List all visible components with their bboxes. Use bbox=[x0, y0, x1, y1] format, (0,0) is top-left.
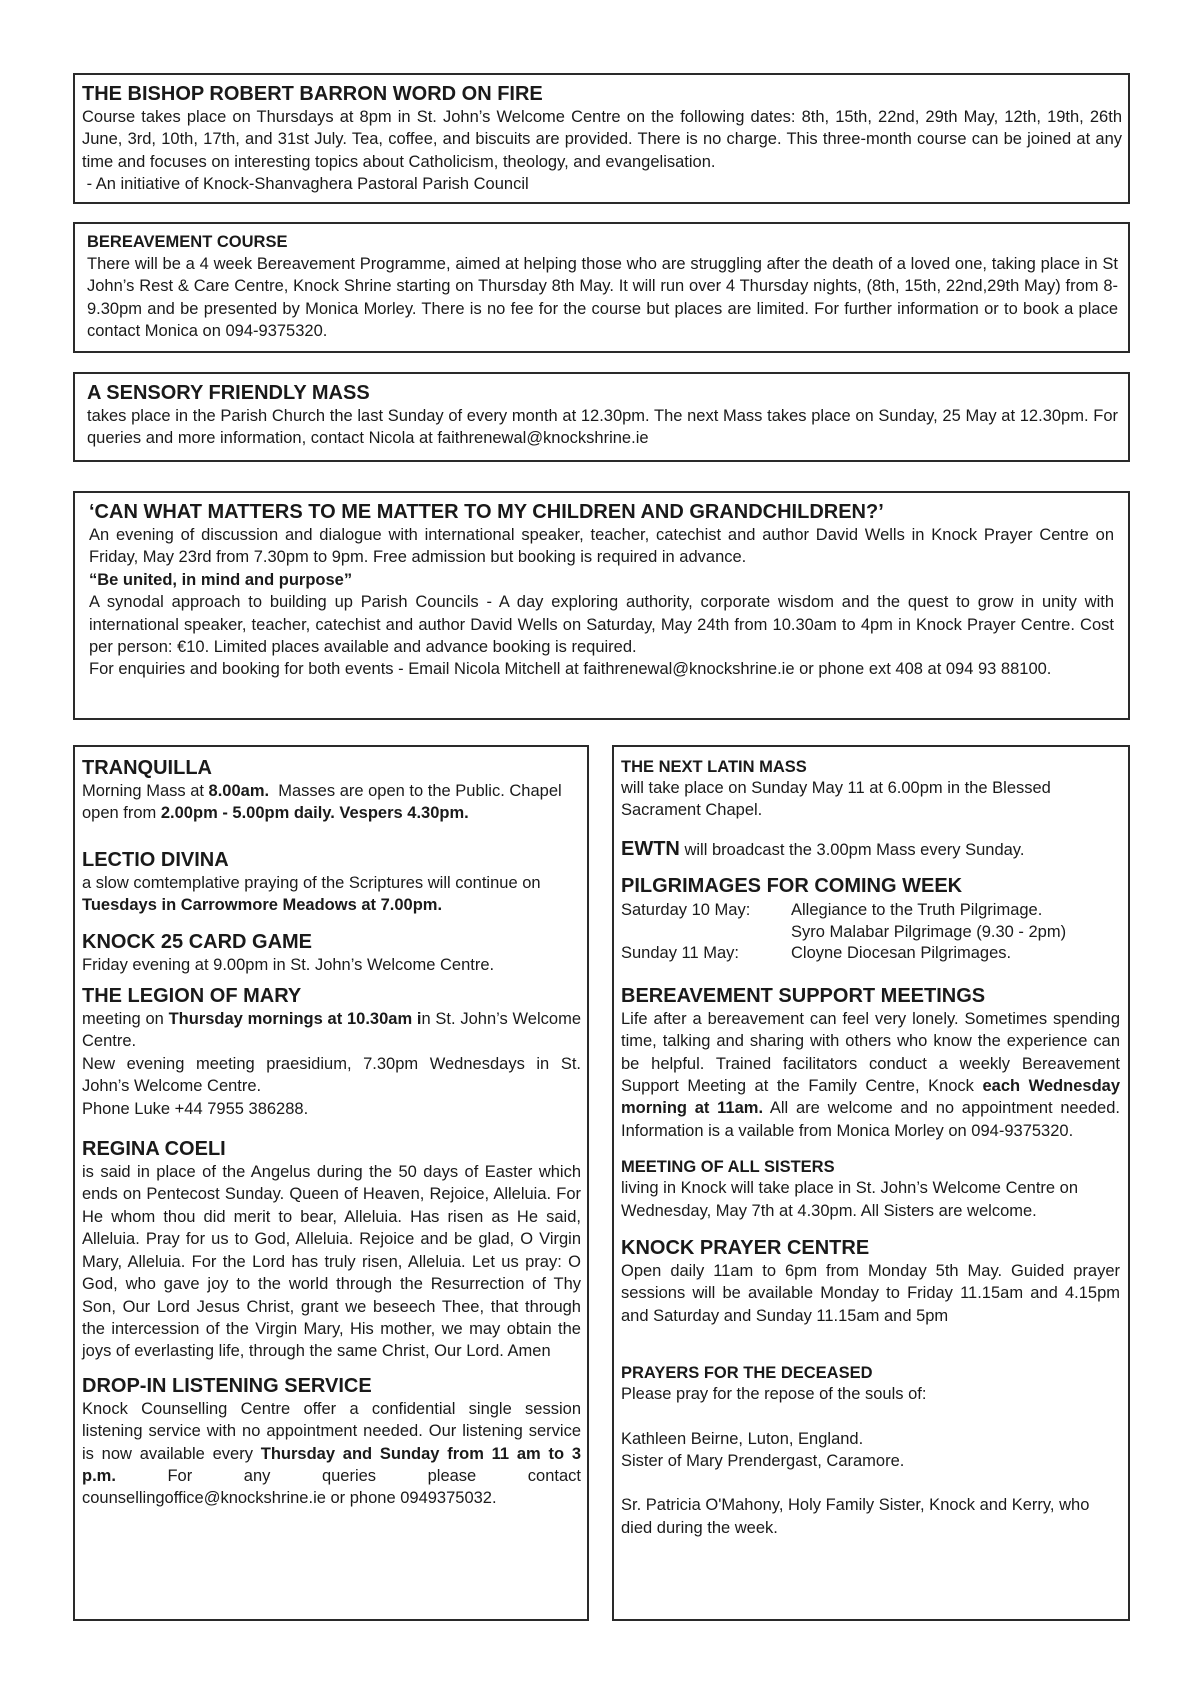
support-body bbox=[621, 1008, 1120, 1142]
ewtn-section bbox=[621, 838, 1120, 861]
tranquilla-text-1: Morning Mass at bbox=[82, 782, 209, 800]
pilgrimage-row bbox=[621, 900, 1066, 922]
pilgrimage-date bbox=[621, 922, 791, 944]
tranquilla-title: TRANQUILLA bbox=[82, 757, 212, 779]
lectio-title: LECTIO DIVINA bbox=[82, 848, 229, 871]
sisters-section bbox=[621, 1157, 1120, 1222]
deceased-name-1-detail: Sister of Mary Prendergast, Caramore. bbox=[621, 1452, 905, 1470]
legion-time: Thursday mornings at 10.30am i bbox=[168, 1010, 422, 1029]
legion-title: THE LEGION OF MARY bbox=[82, 985, 302, 1008]
sensory-mass-title: A SENSORY FRIENDLY MASS bbox=[87, 382, 370, 404]
dropin-hours: Thursday and Sunday from 11 am to 3 p.m. bbox=[82, 1444, 581, 1485]
ewtn-body bbox=[621, 838, 1120, 861]
bereavement-course-title: BEREAVEMENT COURSE bbox=[87, 233, 288, 251]
pilgrimages-section bbox=[621, 875, 1120, 965]
barron-title: THE BISHOP ROBERT BARRON WORD ON FIRE bbox=[82, 83, 543, 105]
dropin-text-1: Knock Counselling Centre offer a confidential single session listening service with no appointment needed. Our listening service is now available every bbox=[82, 1399, 581, 1463]
sensory-mass-notice bbox=[73, 372, 1130, 462]
pilgrimage-date: Sunday 11 May: bbox=[621, 944, 740, 963]
dropin-body bbox=[82, 1398, 581, 1510]
dropin-section bbox=[82, 1375, 581, 1510]
prayer-centre-section bbox=[621, 1237, 1120, 1327]
lectio-schedule: Tuesdays in Carrowmore Meadows at 7.00pm. bbox=[82, 896, 443, 915]
pilgrimage-date: Saturday 10 May: bbox=[621, 901, 751, 920]
deceased-name-1: Kathleen Beirne, Luton, England. bbox=[621, 1429, 864, 1448]
legion-text-1: meeting on bbox=[82, 1010, 169, 1029]
pilgrimage-event: Cloyne Diocesan Pilgrimages. bbox=[791, 944, 1012, 963]
pilgrimage-event: Allegiance to the Truth Pilgrimage. bbox=[791, 901, 1043, 920]
pilgrimages-title: PILGRIMAGES FOR COMING WEEK bbox=[621, 875, 963, 898]
pilgrimage-row bbox=[621, 943, 1066, 965]
barron-footer: - An initiative of Knock-Shanvaghera Pastoral Parish Council bbox=[82, 175, 529, 194]
tranquilla-mass-time: 8.00am. bbox=[208, 782, 270, 800]
bereavement-course-notice bbox=[73, 222, 1130, 353]
regina-body: is said in place of the Angelus during the 50 days of Easter which ends on Pentecost Sunday. Queen of Heaven, Rejoice, Alleluia. For He whom thou did merit to bear, Alleluia. Has risen as He said, Alleluia. Pray for us to God, Alleluia. Rejoice and be glad, O Virgin Mary, Alleluia. For the Lord has truly risen, Alleluia. Let us pray: O God, who gave joy to the world through the Resurrection of Thy Son, Our Lord Jesus Christ, grant we beseech Thee, that through the intercession of the Virgin Mary, His mother, we may obtain the joys of everlasting life, through the same Christ, Our Lord. Amen bbox=[82, 1163, 581, 1361]
latin-mass-section bbox=[621, 757, 1120, 822]
pilgrimages-table bbox=[621, 900, 1066, 965]
prayer-centre-body: Open daily 11am to 6pm from Monday 5th May. Guided prayer sessions will be available Monday to Friday 11.15am and 4.15pm and Saturday and Sunday 11.15am and 5pm bbox=[621, 1261, 1120, 1325]
deceased-intro: Please pray for the repose of the souls of: bbox=[621, 1385, 927, 1404]
sisters-title: MEETING OF ALL SISTERS bbox=[621, 1158, 835, 1177]
latin-mass-title: THE NEXT LATIN MASS bbox=[621, 758, 807, 776]
latin-mass-body: will take place on Sunday May 11 at 6.00pm in the Blessed Sacrament Chapel. bbox=[621, 779, 1051, 820]
sensory-mass-body: takes place in the Parish Church the last Sunday of every month at 12.30pm. The next Mass takes place on Sunday, 25 May at 12.30pm. For queries and more information, contact Nicola at faithrenewal@knockshrine.ie bbox=[87, 407, 1118, 448]
tranquilla-body bbox=[82, 780, 581, 825]
legion-body-1 bbox=[82, 1008, 581, 1053]
ewtn-label: EWTN bbox=[621, 837, 680, 860]
prayer-centre-title: KNOCK PRAYER CENTRE bbox=[621, 1236, 870, 1259]
right-column-box bbox=[612, 745, 1130, 1621]
lectio-body bbox=[82, 872, 581, 917]
david-wells-notice bbox=[73, 491, 1130, 720]
lectio-text: a slow comtemplative praying of the Scriptures will continue on bbox=[82, 873, 541, 892]
support-text-2: All are welcome and no appointment needed. Information is a vailable from Monica Morley on 094-9375320. bbox=[621, 1099, 1120, 1140]
tranquilla-text-2: Masses are open to the Public. Chapel open from bbox=[82, 782, 567, 823]
ewtn-text: will broadcast the 3.00pm Mass every Sunday. bbox=[679, 840, 1025, 859]
card-game-title: KNOCK 25 CARD GAME bbox=[82, 930, 313, 953]
legion-section bbox=[82, 985, 581, 1120]
regina-section bbox=[82, 1138, 581, 1363]
pilgrimage-row bbox=[621, 922, 1066, 944]
dropin-title: DROP-IN LISTENING SERVICE bbox=[82, 1374, 372, 1397]
regina-title: REGINA COELI bbox=[82, 1138, 226, 1161]
barron-body: Course takes place on Thursdays at 8pm in St. John’s Welcome Centre on the following dates: 8th, 15th, 22nd, 29th May, 12th, 19th, 26th June, 3rd, 10th, 17th, and 31st July. Tea, coffee, and biscuits are provided. There is no charge. This three-month course can be joined at any time and focuses on interesting topics about Catholicism, theology, and evangelisation. bbox=[82, 108, 1122, 171]
support-text-1: Life after a bereavement can feel very lonely. Sometimes spending time, talking and sharing with others who know the experience can be helpful. Trained facilitators conduct a weekly Bereavement Support Meeting at the Family Centre, Knock bbox=[621, 1009, 1120, 1095]
support-section bbox=[621, 985, 1120, 1142]
deceased-title: PRAYERS FOR THE DECEASED bbox=[621, 1364, 873, 1383]
sisters-body: living in Knock will take place in St. John’s Welcome Centre on Wednesday, May 7th at 4.30pm. All Sisters are welcome. bbox=[621, 1179, 1079, 1220]
barron-notice bbox=[73, 73, 1130, 204]
david-wells-body-3: For enquiries and booking for both events - Email Nicola Mitchell at faithrenewal@knockshrine.ie or phone ext 408 at 094 93 88100. bbox=[89, 660, 1052, 679]
legion-phone: Phone Luke +44 7955 386288. bbox=[82, 1099, 309, 1118]
dropin-text-2: For any queries please contact counsellingoffice@knockshrine.ie or phone 0949375032. bbox=[82, 1466, 581, 1508]
pilgrimage-event: Syro Malabar Pilgrimage (9.30 - 2pm) bbox=[791, 922, 1067, 941]
card-game-body: Friday evening at 9.00pm in St. John’s Welcome Centre. bbox=[82, 955, 495, 974]
legion-body-2: New evening meeting praesidium, 7.30pm Wednesdays in St. John’s Welcome Centre. bbox=[82, 1054, 581, 1096]
deceased-section bbox=[621, 1363, 1120, 1539]
david-wells-subtitle: “Be united, in mind and purpose” bbox=[89, 570, 353, 589]
card-game-section bbox=[82, 931, 581, 976]
tranquilla-section bbox=[82, 757, 581, 825]
david-wells-body-2: A synodal approach to building up Parish Councils - A day exploring authority, corporate wisdom and the quest to grow in unity with international speaker, teacher, catechist and author David Wells on Saturday, May 24th from 10.30am to 4pm in Knock Prayer Centre. Cost per person: €10. Limited places available and advance booking is required. bbox=[89, 593, 1114, 657]
david-wells-body-1: An evening of discussion and dialogue with international speaker, teacher, catechist and author David Wells in Knock Prayer Centre on Friday, May 23rd from 7.30pm to 9pm. Free admission but booking is required in advance. bbox=[89, 526, 1114, 567]
david-wells-title: ‘CAN WHAT MATTERS TO ME MATTER TO MY CHILDREN AND GRANDCHILDREN?’ bbox=[89, 501, 884, 523]
lectio-section bbox=[82, 849, 581, 917]
deceased-name-2: Sr. Patricia O'Mahony, Holy Family Sister, Knock and Kerry, who died during the week. bbox=[621, 1496, 1090, 1537]
support-title: BEREAVEMENT SUPPORT MEETINGS bbox=[621, 984, 986, 1007]
left-column-box bbox=[73, 745, 589, 1621]
bereavement-course-body: There will be a 4 week Bereavement Programme, aimed at helping those who are struggling after the death of a loved one, taking place in St John’s Rest & Care Centre, Knock Shrine starting on Thursday 8th May. It will run over 4 Thursday nights, (8th, 15th, 22nd,29th May) from 8-9.30pm and be presented by Monica Morley. There is no fee for the course but places are limited. For further information or to book a place contact Monica on 094-9375320. bbox=[87, 255, 1118, 341]
support-time: each Wednesday morning at 11am. bbox=[621, 1076, 1121, 1118]
tranquilla-chapel-times: 2.00pm - 5.00pm daily. Vespers 4.30pm. bbox=[160, 804, 469, 823]
legion-text-2: n St. John’s Welcome Centre. bbox=[82, 1010, 581, 1051]
